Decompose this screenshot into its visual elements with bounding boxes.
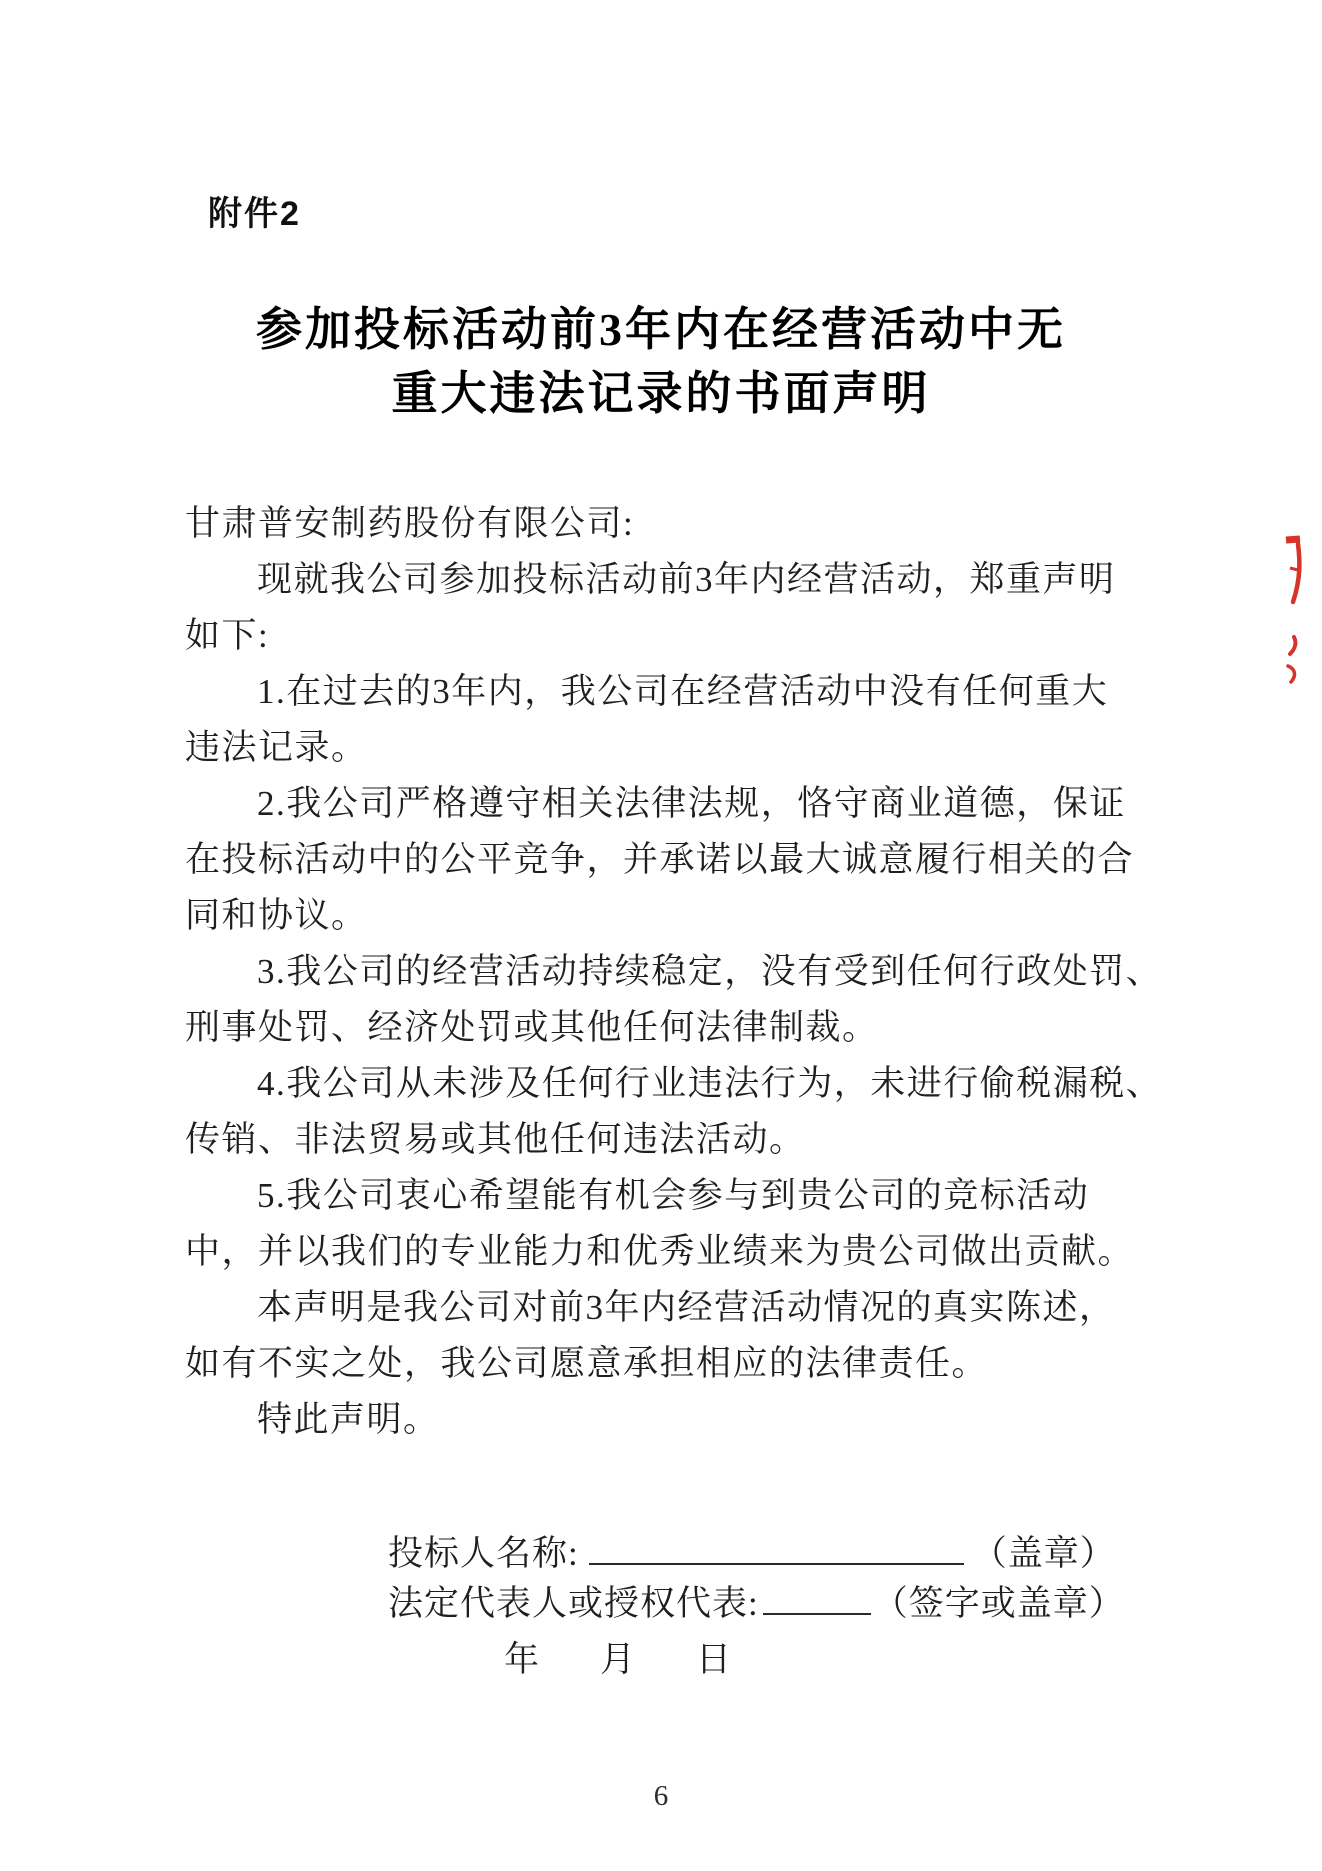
representative-blank-line [763, 1581, 871, 1615]
document-title [0, 298, 1322, 426]
body-line-item-4: 4.我公司从未涉及任何行业违法行为，未进行偷税漏税、 [257, 1064, 1163, 1103]
body-line-salutation: 甘肃普安制药股份有限公司: [185, 504, 635, 543]
body-line-item-1: 1.在过去的3年内，我公司在经营活动中没有任何重大 [257, 672, 1109, 711]
page-number: 6 [653, 1780, 669, 1812]
body-line-item-2: 2.我公司严格遵守相关法律法规，恪守商业道德，保证 [257, 784, 1126, 823]
representative-row [388, 1576, 1125, 1626]
date-day-label: 日 [696, 1640, 733, 1679]
body-line: 在投标活动中的公平竞争，并承诺以最大诚意履行相关的合 [185, 840, 1135, 879]
body-line-item-5: 5.我公司衷心希望能有机会参与到贵公司的竞标活动 [257, 1176, 1090, 1215]
date-month-label: 月 [600, 1640, 637, 1679]
signature-block [388, 1526, 1125, 1682]
body-line: 刑事处罚、经济处罚或其他任何法律制裁。 [185, 1008, 879, 1047]
document-body [185, 496, 1163, 1448]
body-line: 现就我公司参加投标活动前3年内经营活动，郑重声明 [257, 560, 1116, 599]
representative-seal-note: （签字或盖章） [872, 1584, 1125, 1623]
body-line-item-3: 3.我公司的经营活动持续稳定，没有受到任何行政处罚、 [257, 952, 1163, 991]
date-year-label: 年 [504, 1640, 541, 1679]
representative-label: 法定代表人或授权代表: [388, 1584, 759, 1623]
body-line: 如有不实之处，我公司愿意承担相应的法律责任。 [185, 1344, 989, 1383]
body-line: 同和协议。 [185, 896, 368, 935]
title-line-2: 重大违法记录的书面声明 [391, 368, 931, 419]
red-seal-fragment-icon [1282, 634, 1304, 686]
body-line-statement: 本声明是我公司对前3年内经营活动情况的真实陈述， [257, 1288, 1116, 1327]
bidder-name-row [388, 1526, 1125, 1576]
title-line-1: 参加投标活动前3年内在经营活动中无 [256, 304, 1066, 355]
bidder-name-blank-line [589, 1531, 964, 1565]
attachment-label: 附件2 [208, 195, 301, 233]
body-line-closing: 特此声明。 [257, 1400, 440, 1439]
red-seal-fragment-icon [1282, 534, 1310, 606]
body-line: 违法记录。 [185, 728, 368, 767]
bidder-seal-note: （盖章） [971, 1534, 1116, 1573]
body-line: 传销、非法贸易或其他任何违法活动。 [185, 1120, 806, 1159]
date-row [388, 1632, 1125, 1682]
bidder-name-label: 投标人名称: [388, 1534, 579, 1573]
body-line: 中，并以我们的专业能力和优秀业绩来为贵公司做出贡献。 [185, 1232, 1135, 1271]
body-line: 如下: [185, 616, 270, 655]
